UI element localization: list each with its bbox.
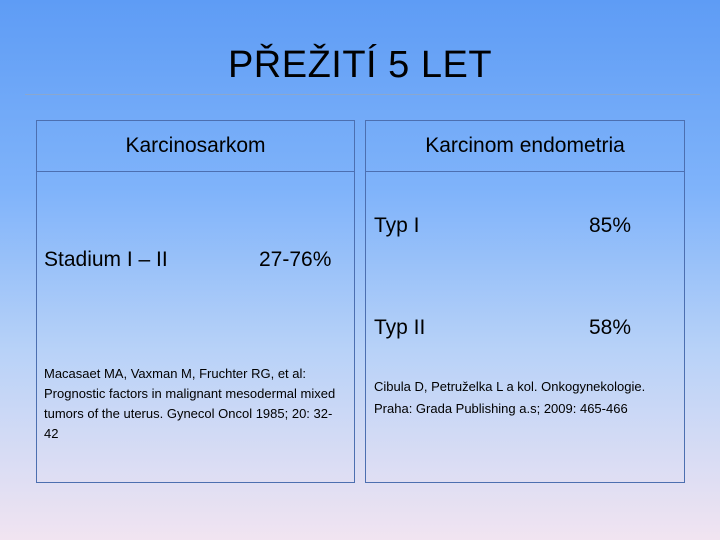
karcinom-endometria-panel — [365, 120, 685, 483]
title-divider — [25, 94, 700, 95]
slide-title: PŘEŽITÍ 5 LET — [227, 44, 493, 86]
stadium-label: Stadium I – II — [44, 248, 168, 271]
left-reference: Macasaet MA, Vaxman M, Fruchter RG, et al: Prognostic factors in malignant mesodermal mixed tumors of the uterus. Gynecol Oncol 1985; 20: 32-42 — [44, 366, 336, 441]
typ-2-label: Typ II — [374, 316, 426, 339]
stadium-value: 27-76% — [259, 248, 332, 271]
karcinosarkom-heading: Karcinosarkom — [37, 121, 354, 172]
karcinom-endometria-heading: Karcinom endometria — [366, 121, 684, 172]
typ-1-value: 85% — [589, 214, 632, 237]
typ-1-label: Typ I — [374, 214, 420, 237]
typ-2-value: 58% — [589, 316, 632, 339]
right-reference: Cibula D, Petruželka L a kol. Onkogynekologie. Praha: Grada Publishing a.s; 2009: 465-466 — [374, 379, 646, 416]
